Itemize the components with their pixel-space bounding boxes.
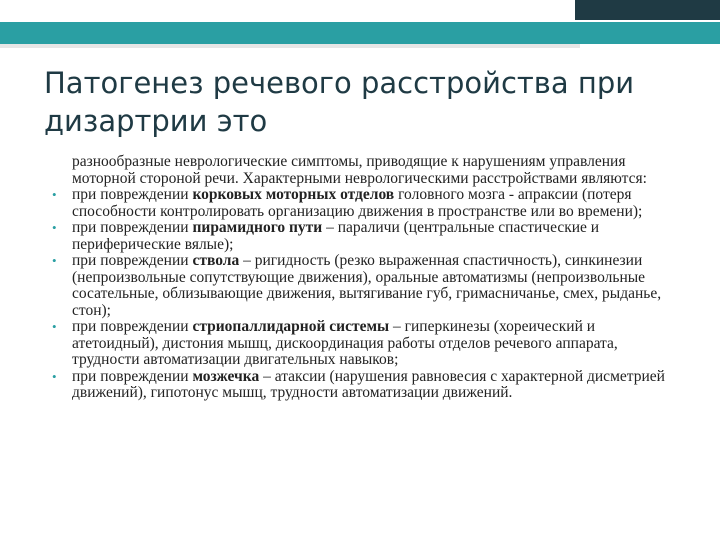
bullet-icon: • [52,368,57,384]
emphasis-text: ствола [192,252,240,269]
list-item: • при повреждении стриопаллидарной системы – гиперкинезы (хореический и атетоидный), дистония мышц, дискоординация работы отделов речевого аппарата, трудности автоматизации двигательных навыков; [52,318,618,368]
list-item: • при повреждении корковых моторных отделов головного мозга - апраксии (потеря способности контролировать организацию движения в пространстве или во времени); [52,186,643,220]
list-item: • при повреждении ствола – ригидность (резко выраженная спастичность), синкинезии (непроизвольные сопутствующие движения), оральные автоматизмы (непроизвольные сосательные, облизывающие движения, вытягивание губ, гримасничанье, смех, рыданье, стон); [52,252,662,319]
emphasis-text: мозжечка [192,367,260,385]
emphasis-text: корковых моторных отделов [192,186,395,203]
list-item: • при повреждении пирамидного пути – параличи (центральные спастические и периферические вялые); [52,219,600,253]
emphasis-text: стриопаллидарной системы [192,318,390,335]
bullet-icon: • [52,253,57,268]
slide-title: Патогенез речевого расстройства при дизартрии это [44,66,635,138]
bullet-icon: • [52,187,57,202]
header-light-stripe [0,44,580,48]
slide-body [52,154,672,402]
bullet-icon: • [52,220,57,235]
list-item: • при повреждении мозжечка – атаксии (нарушения равновесия с характерной дисметрией движений), гипотонус мышц, трудности автоматизации движений. [52,367,665,401]
bullet-icon: • [52,319,57,334]
bullet-list [52,187,672,402]
emphasis-text: пирамидного пути [192,219,323,236]
intro-text: разнообразные неврологические симптомы, приводящие к нарушениям управления моторной стороной речи. Характерными неврологическими расстройствами являются: [72,153,647,187]
header-teal-stripe [0,22,720,44]
header-dark-block [575,0,720,20]
